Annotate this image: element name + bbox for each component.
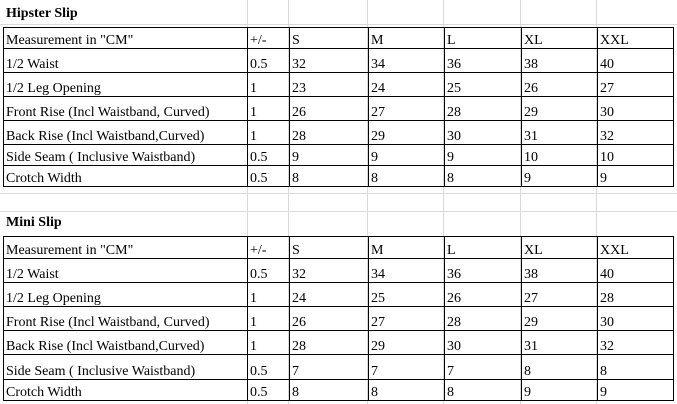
value-cell[interactable]: 9 — [522, 166, 598, 187]
value-cell[interactable]: 27 — [369, 307, 445, 331]
value-cell[interactable]: 1 — [248, 121, 290, 145]
value-cell[interactable]: 29 — [522, 97, 598, 121]
value-cell[interactable]: 32 — [290, 49, 369, 73]
value-cell[interactable]: 0.5 — [248, 259, 290, 283]
value-cell[interactable]: 29 — [369, 331, 445, 355]
measurement-name-cell[interactable]: Back Rise (Incl Waistband,Curved) — [4, 331, 248, 355]
value-cell[interactable]: 34 — [369, 259, 445, 283]
size-table-mini-slip — [3, 236, 674, 401]
header-cell[interactable]: Measurement in "CM" — [4, 28, 248, 49]
header-row — [4, 28, 674, 49]
table-row — [4, 73, 674, 97]
measurement-name-cell[interactable]: Crotch Width — [4, 166, 248, 187]
header-cell[interactable]: L — [445, 237, 522, 259]
value-cell[interactable]: 38 — [522, 49, 598, 73]
measurement-name-cell[interactable]: Front Rise (Incl Waistband, Curved) — [4, 307, 248, 331]
value-cell[interactable]: 23 — [290, 73, 369, 97]
value-cell[interactable]: 36 — [445, 259, 522, 283]
table-row — [4, 97, 674, 121]
value-cell[interactable]: 9 — [522, 380, 598, 401]
measurement-name-cell[interactable]: 1/2 Waist — [4, 259, 248, 283]
value-cell[interactable]: 25 — [369, 283, 445, 307]
table-row — [4, 307, 674, 331]
value-cell[interactable]: 30 — [445, 121, 522, 145]
value-cell[interactable]: 0.5 — [248, 355, 290, 380]
value-cell[interactable]: 36 — [445, 49, 522, 73]
value-cell[interactable]: 9 — [598, 380, 674, 401]
value-cell[interactable]: 34 — [369, 49, 445, 73]
header-cell[interactable]: Measurement in "CM" — [4, 237, 248, 259]
value-cell[interactable]: 40 — [598, 49, 674, 73]
table-body — [4, 28, 674, 187]
header-cell[interactable]: S — [290, 28, 369, 49]
value-cell[interactable]: 26 — [290, 97, 369, 121]
header-cell[interactable]: XXL — [598, 237, 674, 259]
value-cell[interactable]: 7 — [445, 355, 522, 380]
measurement-name-cell[interactable]: Back Rise (Incl Waistband,Curved) — [4, 121, 248, 145]
value-cell[interactable]: 8 — [369, 166, 445, 187]
size-table-hipster-slip — [3, 27, 674, 187]
section-title-hipster-slip: Hipster Slip — [6, 6, 78, 21]
value-cell[interactable]: 7 — [369, 355, 445, 380]
value-cell[interactable]: 7 — [290, 355, 369, 380]
value-cell[interactable]: 1 — [248, 73, 290, 97]
header-row — [4, 237, 674, 259]
value-cell[interactable]: 27 — [598, 73, 674, 97]
header-cell[interactable]: L — [445, 28, 522, 49]
value-cell[interactable]: 1 — [248, 307, 290, 331]
value-cell[interactable]: 9 — [445, 145, 522, 166]
measurement-name-cell[interactable]: 1/2 Waist — [4, 49, 248, 73]
value-cell[interactable]: 32 — [598, 121, 674, 145]
value-cell[interactable]: 28 — [445, 97, 522, 121]
table-row — [4, 259, 674, 283]
section-title-mini-slip: Mini Slip — [6, 215, 62, 230]
value-cell[interactable]: 0.5 — [248, 145, 290, 166]
header-cell[interactable]: XL — [522, 28, 598, 49]
value-cell[interactable]: 40 — [598, 259, 674, 283]
measurement-name-cell[interactable]: 1/2 Leg Opening — [4, 283, 248, 307]
value-cell[interactable]: 38 — [522, 259, 598, 283]
header-cell[interactable]: XXL — [598, 28, 674, 49]
measurement-name-cell[interactable]: Front Rise (Incl Waistband, Curved) — [4, 97, 248, 121]
measurement-name-cell[interactable]: 1/2 Leg Opening — [4, 73, 248, 97]
value-cell[interactable]: 32 — [290, 259, 369, 283]
value-cell[interactable]: 8 — [598, 355, 674, 380]
value-cell[interactable]: 8 — [290, 380, 369, 401]
value-cell[interactable]: 8 — [522, 355, 598, 380]
value-cell[interactable]: 28 — [445, 307, 522, 331]
value-cell[interactable]: 31 — [522, 331, 598, 355]
header-cell[interactable]: XL — [522, 237, 598, 259]
measurement-name-cell[interactable]: Side Seam ( Inclusive Waistband) — [4, 145, 248, 166]
value-cell[interactable]: 24 — [290, 283, 369, 307]
table-row — [4, 49, 674, 73]
value-cell[interactable]: 30 — [445, 331, 522, 355]
table-row — [4, 331, 674, 355]
table-body — [4, 237, 674, 401]
value-cell[interactable]: 26 — [445, 283, 522, 307]
value-cell[interactable]: 1 — [248, 331, 290, 355]
header-cell[interactable]: M — [369, 237, 445, 259]
value-cell[interactable]: 10 — [598, 145, 674, 166]
header-cell[interactable]: M — [369, 28, 445, 49]
value-cell[interactable]: 9 — [290, 145, 369, 166]
gridline — [0, 211, 677, 212]
value-cell[interactable]: 32 — [598, 331, 674, 355]
value-cell[interactable]: 9 — [369, 145, 445, 166]
value-cell[interactable]: 28 — [290, 121, 369, 145]
value-cell[interactable]: 8 — [445, 380, 522, 401]
table-row — [4, 145, 674, 166]
value-cell[interactable]: 1 — [248, 97, 290, 121]
gridline — [0, 24, 677, 25]
value-cell[interactable]: 24 — [369, 73, 445, 97]
value-cell[interactable]: 0.5 — [248, 49, 290, 73]
value-cell[interactable]: 1 — [248, 283, 290, 307]
value-cell[interactable]: 28 — [290, 331, 369, 355]
value-cell[interactable]: 25 — [445, 73, 522, 97]
header-cell[interactable]: +/- — [248, 237, 290, 259]
value-cell[interactable]: 29 — [369, 121, 445, 145]
header-cell[interactable]: +/- — [248, 28, 290, 49]
value-cell[interactable]: 0.5 — [248, 380, 290, 401]
gridline — [0, 193, 677, 194]
value-cell[interactable]: 0.5 — [248, 166, 290, 187]
table-row — [4, 283, 674, 307]
table-row — [4, 380, 674, 401]
value-cell[interactable]: 30 — [598, 97, 674, 121]
value-cell[interactable]: 27 — [522, 283, 598, 307]
value-cell[interactable]: 27 — [369, 97, 445, 121]
table-row — [4, 355, 674, 380]
value-cell[interactable]: 29 — [522, 307, 598, 331]
measurement-name-cell[interactable]: Side Seam ( Inclusive Waistband) — [4, 355, 248, 380]
value-cell[interactable]: 9 — [598, 166, 674, 187]
value-cell[interactable]: 8 — [369, 380, 445, 401]
value-cell[interactable]: 31 — [522, 121, 598, 145]
table-row — [4, 166, 674, 187]
value-cell[interactable]: 10 — [522, 145, 598, 166]
value-cell[interactable]: 26 — [290, 307, 369, 331]
header-cell[interactable]: S — [290, 237, 369, 259]
value-cell[interactable]: 8 — [290, 166, 369, 187]
value-cell[interactable]: 26 — [522, 73, 598, 97]
measurement-name-cell[interactable]: Crotch Width — [4, 380, 248, 401]
value-cell[interactable]: 30 — [598, 307, 674, 331]
value-cell[interactable]: 28 — [598, 283, 674, 307]
table-row — [4, 121, 674, 145]
value-cell[interactable]: 8 — [445, 166, 522, 187]
